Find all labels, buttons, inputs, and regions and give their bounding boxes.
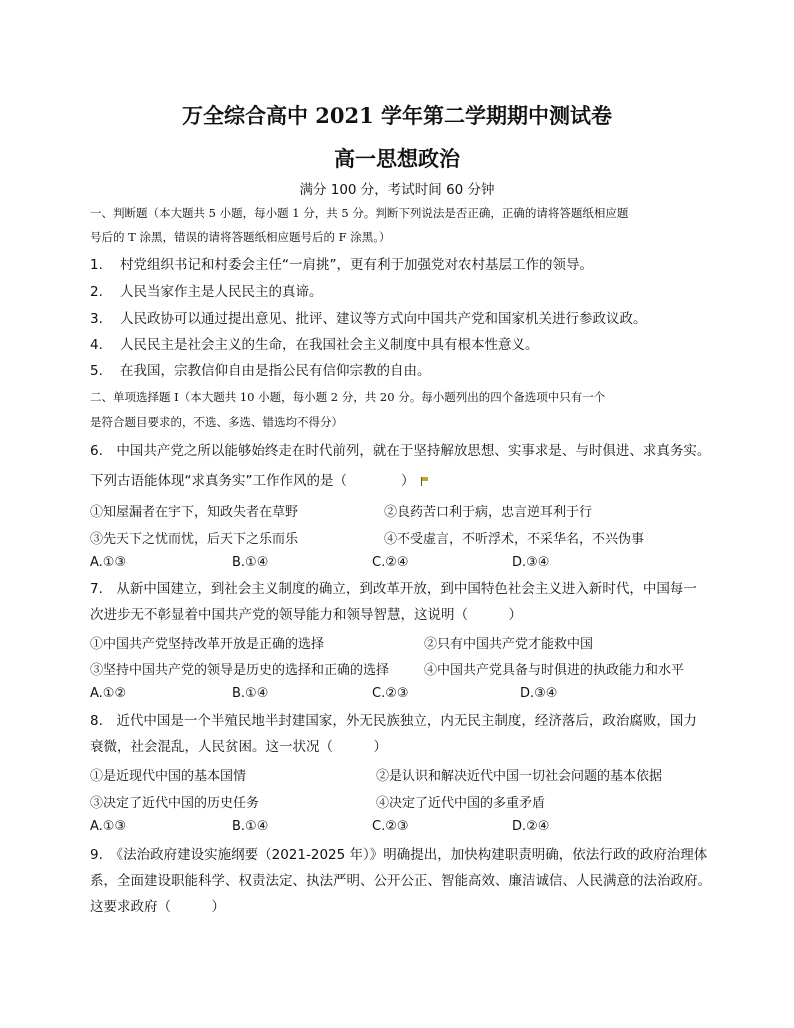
section1-heading-line2: 号后的 T 涂黑，错误的请将答题纸相应题号后的 F 涂黑。）: [90, 230, 391, 244]
q6-choice-c: C.②④: [372, 555, 409, 570]
q8-option-2: ②是认识和解决近代中国一切社会问题的基本依据: [376, 769, 663, 784]
question-6-line1: 6. 中国共产党之所以能够始终走在时代前列，就在于坚持解放思想、实事求是、与时俱进、求真务实。: [90, 443, 711, 459]
question-9-line2: 系，全面建设职能科学、权责法定、执法严明、公开公正、智能高效、廉洁诚信、人民满意的法治政府。: [90, 873, 711, 889]
question-8-line2: 衰微，社会混乱，人民贫困。这一状况（ ）: [90, 739, 387, 755]
question-7-line1: 7. 从新中国建立，到社会主义制度的确立，到改革开放，到中国特色社会主义进入新时代，中国每一: [90, 581, 697, 597]
q8-choice-d: D.②④: [512, 819, 550, 834]
exam-title: 万全综合高中 2021 学年第二学期期中测试卷: [181, 103, 613, 128]
judgment-item-2: [90, 283, 323, 301]
question-9-line1: 9. 《法治政府建设实施纲要（2021-2025 年）》明确提出，加快构建职责明确，依法行政的政府治理体: [90, 847, 708, 863]
item-text: 人民民主是社会主义的生命，在我国社会主义制度中具有根本性意义。: [120, 337, 539, 353]
q8-option-1: ①是近现代中国的基本国情: [90, 769, 247, 784]
q6-option-4: ④不受虚言，不听浮术，不采华名，不兴伪事: [384, 532, 645, 547]
judgment-item-4: [90, 336, 539, 354]
q7-option-1: ①中国共产党坚持改革开放是正确的选择: [90, 637, 325, 652]
q6-choice-a: A.①③: [90, 555, 127, 570]
judgment-item-1: [90, 256, 593, 274]
q7-choice-c: C.②③: [372, 686, 409, 701]
flag-icon: [421, 477, 430, 486]
question-8-line1: 8. 近代中国是一个半殖民地半封建国家，外无民族独立，内无民主制度，经济落后，政治腐败，国力: [90, 713, 697, 729]
question-9-line3: 这要求政府（ ）: [90, 899, 225, 915]
question-6-text: 下列古语能体现“求真务实”工作作风的是（ ）: [90, 473, 415, 489]
item-text: 在我国，宗教信仰自由是指公民有信仰宗教的自由。: [120, 363, 431, 379]
q6-choice-d: D.③④: [512, 555, 550, 570]
q6-choice-b: B.①④: [232, 555, 269, 570]
question-7-line2: 次进步无不彰显着中国共产党的领导能力和领导智慧，这说明（ ）: [90, 607, 522, 623]
q6-option-1: ①知屋漏者在宇下，知政失者在草野: [90, 505, 299, 520]
item-number: 4.: [90, 337, 103, 353]
section2-heading-line2: 是符合题目要求的，不选、多选、错选均不得分）: [90, 415, 343, 429]
q8-choice-b: B.①④: [232, 819, 269, 834]
q7-choice-d: D.③④: [520, 686, 558, 701]
q8-option-3: ③决定了近代中国的历史任务: [90, 796, 260, 811]
item-text: 人民政协可以通过提出意见、批评、建议等方式向中国共产党和国家机关进行参政议政。: [120, 311, 647, 327]
q7-choice-b: B.①④: [232, 686, 269, 701]
q8-choice-a: A.①③: [90, 819, 127, 834]
q8-choice-c: C.②③: [372, 819, 409, 834]
q7-choice-a: A.①②: [90, 686, 127, 701]
q7-option-3: ③坚持中国共产党的领导是历史的选择和正确的选择: [90, 663, 390, 678]
question-6-line2: [90, 472, 430, 490]
q6-option-3: ③先天下之忧而忧，后天下之乐而乐: [90, 532, 299, 547]
judgment-item-5: [90, 362, 431, 380]
exam-info: 满分 100 分，考试时间 60 分钟: [299, 182, 495, 198]
section1-heading-line1: 一、判断题（本大题共 5 小题，每小题 1 分，共 5 分。判断下列说法是否正确，正确的请将答题纸相应题: [90, 206, 629, 220]
q8-option-4: ④决定了近代中国的多重矛盾: [376, 796, 546, 811]
item-text: 人民当家作主是人民民主的真谛。: [120, 284, 323, 300]
item-number: 1.: [90, 257, 103, 273]
q6-option-2: ②良药苦口利于病，忠言逆耳利于行: [384, 505, 593, 520]
item-number: 2.: [90, 284, 103, 300]
q7-option-2: ②只有中国共产党才能救中国: [424, 637, 594, 652]
section2-heading-line1: 二、单项选择题 Ⅰ（本大题共 10 小题，每小题 2 分，共 20 分。每小题列出的四个备选项中只有一个: [90, 390, 606, 404]
q7-option-4: ④中国共产党具备与时俱进的执政能力和水平: [424, 663, 685, 678]
item-number: 5.: [90, 363, 103, 379]
judgment-item-3: [90, 310, 647, 328]
item-number: 3.: [90, 311, 103, 327]
exam-subject: 高一思想政治: [334, 146, 460, 171]
item-text: 村党组织书记和村委会主任“一肩挑”，更有利于加强党对农村基层工作的领导。: [120, 257, 593, 273]
